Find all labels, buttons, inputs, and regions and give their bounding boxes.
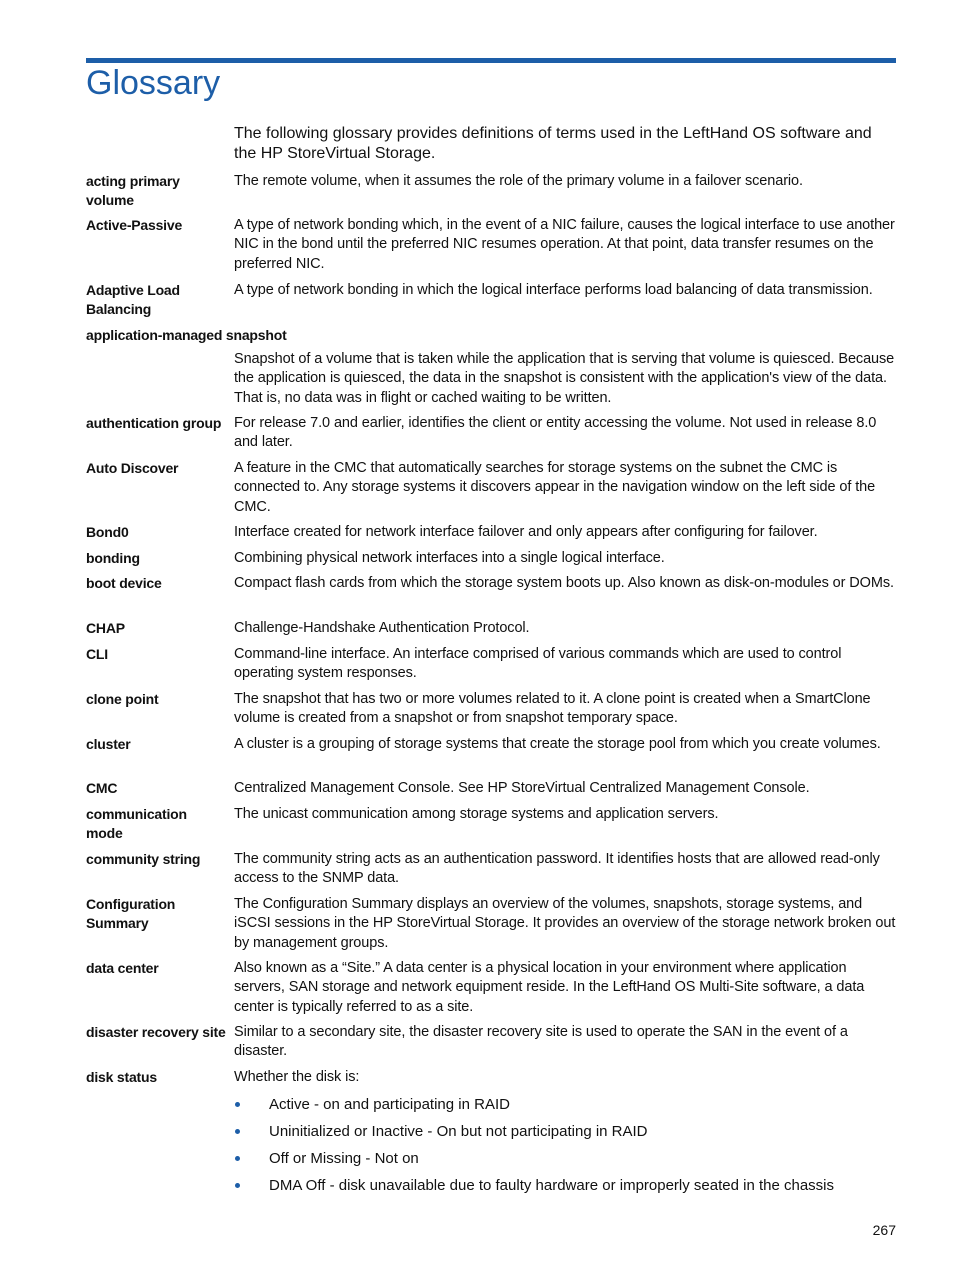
glossary-entry bbox=[86, 690, 898, 735]
glossary-list bbox=[86, 172, 898, 1203]
glossary-entry bbox=[86, 172, 898, 216]
list-item bbox=[234, 1149, 898, 1168]
glossary-definition: A feature in the CMC that automatically searches for storage systems on the subnet the CMC is connected to. Any storage systems it discovers appear in the navigation window on the left side of the CMC. bbox=[234, 460, 876, 515]
glossary-entry bbox=[86, 619, 898, 645]
glossary-entry bbox=[86, 216, 898, 281]
glossary-definition: A type of network bonding in which the logical interface performs load balancing of data transmission. bbox=[234, 282, 873, 298]
glossary-definition: Snapshot of a volume that is taken while the application that is serving that volume is quiesced. Because the application is quiesced, the data in the snapshot is consistent with the application's view of the data. That is, no data was in flight or cached waiting to be written. bbox=[234, 351, 895, 406]
glossary-term: authentication group bbox=[86, 415, 222, 431]
glossary-definition: Combining physical network interfaces into a single logical interface. bbox=[234, 550, 665, 566]
glossary-entry bbox=[86, 779, 898, 805]
glossary-term: CMC bbox=[86, 780, 118, 796]
glossary-definition: Similar to a secondary site, the disaster recovery site is used to operate the SAN in the event of a disaster. bbox=[234, 1024, 848, 1060]
glossary-entry bbox=[86, 574, 898, 619]
glossary-term: cluster bbox=[86, 736, 131, 752]
glossary-definition: The remote volume, when it assumes the role of the primary volume in a failover scenario. bbox=[234, 173, 803, 189]
list-item-text: Off or Missing - Not on bbox=[269, 1150, 419, 1168]
list-item bbox=[234, 1095, 898, 1114]
glossary-entry bbox=[86, 1023, 898, 1068]
glossary-term: communication mode bbox=[86, 806, 187, 841]
glossary-term: data center bbox=[86, 960, 159, 976]
glossary-definition: Also known as a “Site.” A data center is a physical location in your environment where application servers, SAN storage and network equipment reside. In the LeftHand OS Multi-Site software, a data center is typically referred to as a site. bbox=[234, 960, 865, 1015]
list-item-text: DMA Off - disk unavailable due to faulty hardware or improperly seated in the chassis bbox=[269, 1177, 835, 1195]
glossary-entry bbox=[86, 523, 898, 549]
list-item bbox=[234, 1122, 898, 1141]
glossary-entry bbox=[86, 850, 898, 895]
page-number: 267 bbox=[872, 1222, 896, 1238]
list-item-text: Uninitialized or Inactive - On but not participating in RAID bbox=[269, 1123, 648, 1141]
glossary-definition: Interface created for network interface failover and only appears after configuring for failover. bbox=[234, 524, 818, 540]
glossary-term: Bond0 bbox=[86, 524, 129, 540]
glossary-definition: Command-line interface. An interface comprised of various commands which are used to control operating system responses. bbox=[234, 646, 842, 682]
glossary-entry bbox=[86, 281, 898, 326]
glossary-term: community string bbox=[86, 851, 201, 867]
bullet-icon bbox=[235, 1129, 240, 1134]
glossary-term: Adaptive Load Balancing bbox=[86, 282, 180, 317]
glossary-definition: Challenge-Handshake Authentication Protocol. bbox=[234, 620, 530, 636]
intro-paragraph: The following glossary provides definitions of terms used in the LeftHand OS software and the HP StoreVirtual Storage. bbox=[234, 125, 872, 162]
page-title: Glossary bbox=[86, 64, 221, 102]
glossary-term: CLI bbox=[86, 646, 108, 662]
glossary-term: Active-Passive bbox=[86, 217, 183, 233]
glossary-definition: A type of network bonding which, in the event of a NIC failure, causes the logical interface to use another NIC in the bond until the preferred NIC resumes operation. At that point, data transfer resumes on the preferred NIC. bbox=[234, 217, 895, 272]
glossary-entry bbox=[86, 805, 898, 850]
glossary-term: application-managed snapshot bbox=[86, 327, 287, 343]
disk-status-list bbox=[234, 1095, 898, 1195]
glossary-definition: Compact flash cards from which the storage system boots up. Also known as disk-on-modules or DOMs. bbox=[234, 575, 894, 591]
glossary-term: bonding bbox=[86, 550, 140, 566]
title-rule bbox=[86, 58, 896, 63]
glossary-definition: Whether the disk is: bbox=[234, 1069, 360, 1085]
bullet-icon bbox=[235, 1183, 240, 1188]
glossary-definition: Centralized Management Console. See HP StoreVirtual Centralized Management Console. bbox=[234, 780, 810, 796]
glossary-entry bbox=[86, 959, 898, 1023]
glossary-definition: The community string acts as an authentication password. It identifies hosts that are allowed read-only access to the SNMP data. bbox=[234, 851, 880, 887]
glossary-term: clone point bbox=[86, 691, 159, 707]
glossary-term: CHAP bbox=[86, 620, 125, 636]
glossary-entry bbox=[86, 459, 898, 523]
glossary-definition: The Configuration Summary displays an overview of the volumes, snapshots, storage systems, and iSCSI sessions in the HP StoreVirtual Storage. It provides an overview of the storage network broken out by management groups. bbox=[234, 896, 896, 951]
glossary-definition: The snapshot that has two or more volumes related to it. A clone point is created when a SmartClone volume is created from a snapshot or from snapshot temporary space. bbox=[234, 691, 871, 727]
glossary-term: Auto Discover bbox=[86, 460, 179, 476]
glossary-term: Configuration Summary bbox=[86, 896, 176, 931]
glossary-term: boot device bbox=[86, 575, 162, 591]
glossary-entry bbox=[86, 414, 898, 459]
glossary-entry bbox=[86, 326, 898, 414]
glossary-entry bbox=[86, 735, 898, 779]
glossary-entry bbox=[86, 1068, 898, 1195]
glossary-definition: The unicast communication among storage systems and application servers. bbox=[234, 806, 719, 822]
bullet-icon bbox=[235, 1102, 240, 1107]
glossary-definition: For release 7.0 and earlier, identifies the client or entity accessing the volume. Not used in release 8.0 and later. bbox=[234, 415, 877, 451]
bullet-icon bbox=[235, 1156, 240, 1161]
glossary-term: disk status bbox=[86, 1069, 157, 1085]
glossary-entry bbox=[86, 549, 898, 574]
list-item bbox=[234, 1176, 898, 1195]
glossary-definition: A cluster is a grouping of storage systems that create the storage pool from which you create volumes. bbox=[234, 736, 881, 752]
glossary-entry bbox=[86, 645, 898, 690]
list-item-text: Active - on and participating in RAID bbox=[269, 1096, 510, 1114]
glossary-term: acting primary volume bbox=[86, 173, 180, 208]
glossary-term: disaster recovery site bbox=[86, 1024, 226, 1040]
glossary-entry bbox=[86, 895, 898, 959]
